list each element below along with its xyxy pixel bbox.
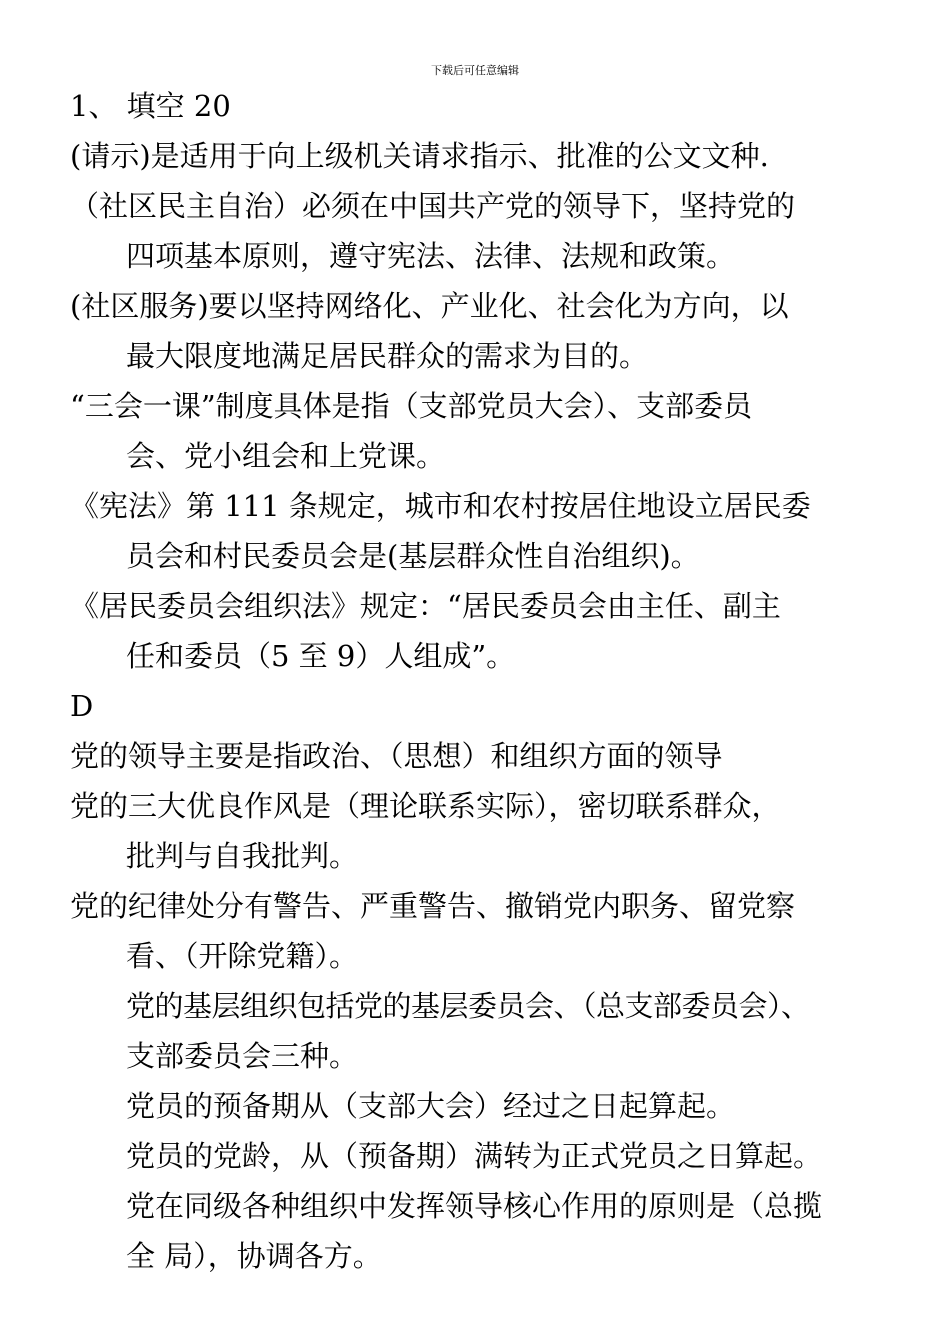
page-header: 下载后可任意编辑 — [431, 64, 519, 77]
text-line: 《宪法》第 111 条规定，城市和农村按居住地设立居民委 — [70, 489, 811, 523]
text-line: 全 局），协调各方。 — [126, 1239, 382, 1273]
text-line: D — [70, 689, 94, 723]
text-line: 党员的党龄，从（预备期）满转为正式党员之日算起。 — [126, 1139, 823, 1173]
text-line: “三会一课”制度具体是指（支部党员大会）、支部委员 — [70, 389, 753, 423]
text-line: (社区服务)要以坚持网络化、产业化、社会化为方向，以 — [70, 289, 789, 323]
text-line: 看、（开除党籍）。 — [126, 939, 359, 973]
text-line: (请示)是适用于向上级机关请求指示、批准的公文文种. — [70, 139, 769, 173]
text-line: （社区民主自治）必须在中国共产党的领导下，坚持党的 — [70, 189, 796, 223]
text-line: 批判与自我批判。 — [126, 839, 359, 873]
text-line: 党的领导主要是指政治、（思想）和组织方面的领导 — [70, 739, 723, 773]
text-line: 党的基层组织包括党的基层委员会、（总支部委员会）、 — [126, 989, 810, 1023]
text-line: 员会和村民委员会是(基层群众性自治组织)。 — [126, 539, 700, 573]
text-line: 党的纪律处分有警告、严重警告、撤销党内职务、留党察 — [70, 889, 796, 923]
text-line: 会、党小组会和上党课。 — [126, 439, 446, 473]
text-line: 党员的预备期从（支部大会）经过之日起算起。 — [126, 1089, 736, 1123]
text-line: 《居民委员会组织法》规定：“居民委员会由主任、副主 — [70, 589, 781, 623]
text-line: 党在同级各种组织中发挥领导核心作用的原则是（总揽 — [126, 1189, 823, 1223]
text-line: 党的三大优良作风是（理论联系实际），密切联系群众， — [70, 789, 781, 823]
text-line: 四项基本原则，遵守宪法、法律、法规和政策。 — [126, 239, 736, 273]
text-line: 1、 填空 20 — [70, 89, 231, 123]
text-line: 任和委员（5 至 9）人组成”。 — [126, 639, 516, 673]
text-line: 支部委员会三种。 — [126, 1039, 359, 1073]
text-line: 最大限度地满足居民群众的需求为目的。 — [126, 339, 649, 373]
